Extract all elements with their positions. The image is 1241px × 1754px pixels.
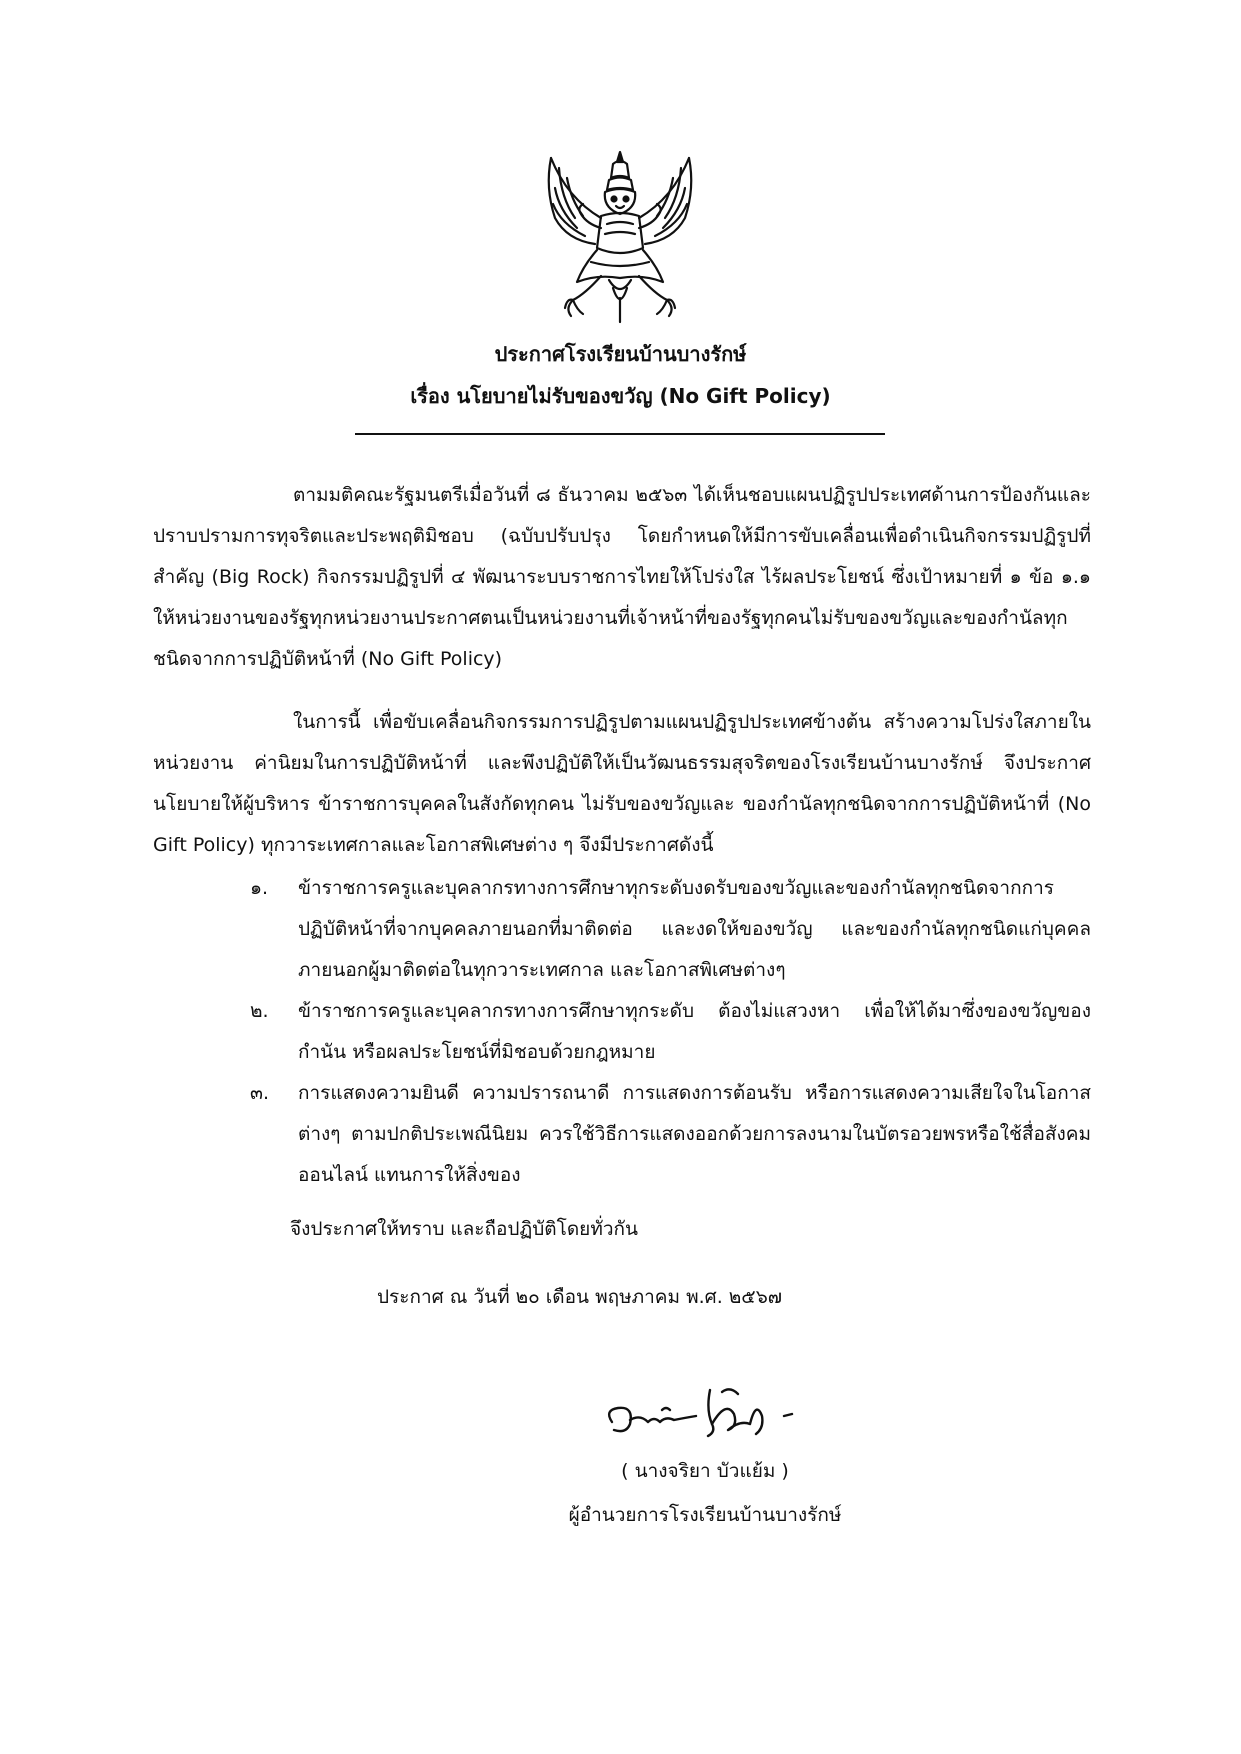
list-item (250, 1073, 1091, 1196)
list-item-text: ข้าราชการครูและบุคลากรทางการศึกษาทุกระดับ ต้องไม่แสวงหา เพื่อให้ได้มาซึ่งของขวัญของกำนัน หรือผลประโยชน์ที่มิชอบด้วยกฎหมาย (298, 1000, 1091, 1063)
garuda-emblem-icon (537, 148, 703, 326)
policy-list (250, 868, 1091, 1196)
closing-statement: จึงประกาศให้ทราบ และถือปฏิบัติโดยทั่วกัน (290, 1218, 639, 1240)
title-divider (355, 433, 885, 435)
paragraph-1: ตามมติคณะรัฐมนตรีเมื่อวันที่ ๘ ธันวาคม ๒๕๖๓ ได้เห็นชอบแผนปฏิรูปประเทศด้านการป้องกันและปราบปรามการทุจริตและประพฤติมิชอบ (ฉบับปรับปรุง โดยกำหนดให้มีการขับเคลื่อนเพื่อดำเนินกิจกรรมปฏิรูปที่สำคัญ (Big Rock) กิจกรรมปฏิรูปที่ ๔ พัฒนาระบบราชการไทยให้โปร่งใส ไร้ผลประโยชน์ ซึ่งเป้าหมายที่ ๑ ข้อ ๑.๑ ให้หน่วยงานของรัฐทุกหน่วยงานประกาศตนเป็นหน่วยงานที่เจ้าหน้าที่ของรัฐทุกคนไม่รับของขวัญและของกำนัลทุกชนิดจากการปฏิบัติหน้าที่ (No Gift Policy) (153, 484, 1091, 670)
list-item-number: ๑. (250, 877, 269, 899)
list-item-text: ข้าราชการครูและบุคลากรทางการศึกษาทุกระดับงดรับของขวัญและของกำนัลทุกชนิดจากการปฏิบัติหน้าที่จากบุคคลภายนอกที่มาติดต่อ และงดให้ของขวัญ และของกำนัลทุกชนิดแก่บุคคลภายนอกผู้มาติดต่อในทุกวาระเทศกาล และโอกาสพิเศษต่างๆ (298, 877, 1091, 981)
announcement-subject: เรื่อง นโยบายไม่รับของขวัญ (No Gift Policy) (410, 384, 831, 408)
announcement-title: ประกาศโรงเรียนบ้านบางรักษ์ (494, 342, 747, 366)
handwritten-signature (600, 1380, 850, 1455)
signer-position: ผู้อำนวยการโรงเรียนบ้านบางรักษ์ (568, 1504, 842, 1526)
paragraph-2: ในการนี้ เพื่อขับเคลื่อนกิจกรรมการปฏิรูปตามแผนปฏิรูปประเทศข้างต้น สร้างความโปร่งใสภายในหน่วยงาน ค่านิยมในการปฏิบัติหน้าที่ และพึงปฏิบัติให้เป็นวัฒนธรรมสุจริตของโรงเรียนบ้านบางรักษ์ จึงประกาศนโยบายให้ผู้บริหาร ข้าราชการบุคคลในสังกัดทุกคน ไม่รับของขวัญและ ของกำนัลทุกชนิดจากการปฏิบัติหน้าที่ (No Gift Policy) ทุกวาระเทศกาลและโอกาสพิเศษต่าง ๆ จึงมีประกาศดังนี้ (153, 711, 1091, 856)
announcement-date: ประกาศ ณ วันที่ ๒๐ เดือน พฤษภาคม พ.ศ. ๒๕๖๗ (377, 1286, 783, 1308)
list-item (250, 868, 1091, 991)
signer-name: ( นางจริยา บัวแย้ม ) (621, 1460, 789, 1482)
list-item-text: การแสดงความยินดี ความปรารถนาดี การแสดงการต้อนรับ หรือการแสดงความเสียใจในโอกาสต่างๆ ตามปกติประเพณีนิยม ควรใช้วิธีการแสดงออกด้วยการลงนามในบัตรอวยพรหรือใช้สื่อสังคมออนไลน์ แทนการให้สิ่งของ (298, 1082, 1091, 1186)
list-item (250, 991, 1091, 1073)
list-item-number: ๒. (250, 1000, 269, 1022)
list-item-number: ๓. (250, 1082, 270, 1104)
